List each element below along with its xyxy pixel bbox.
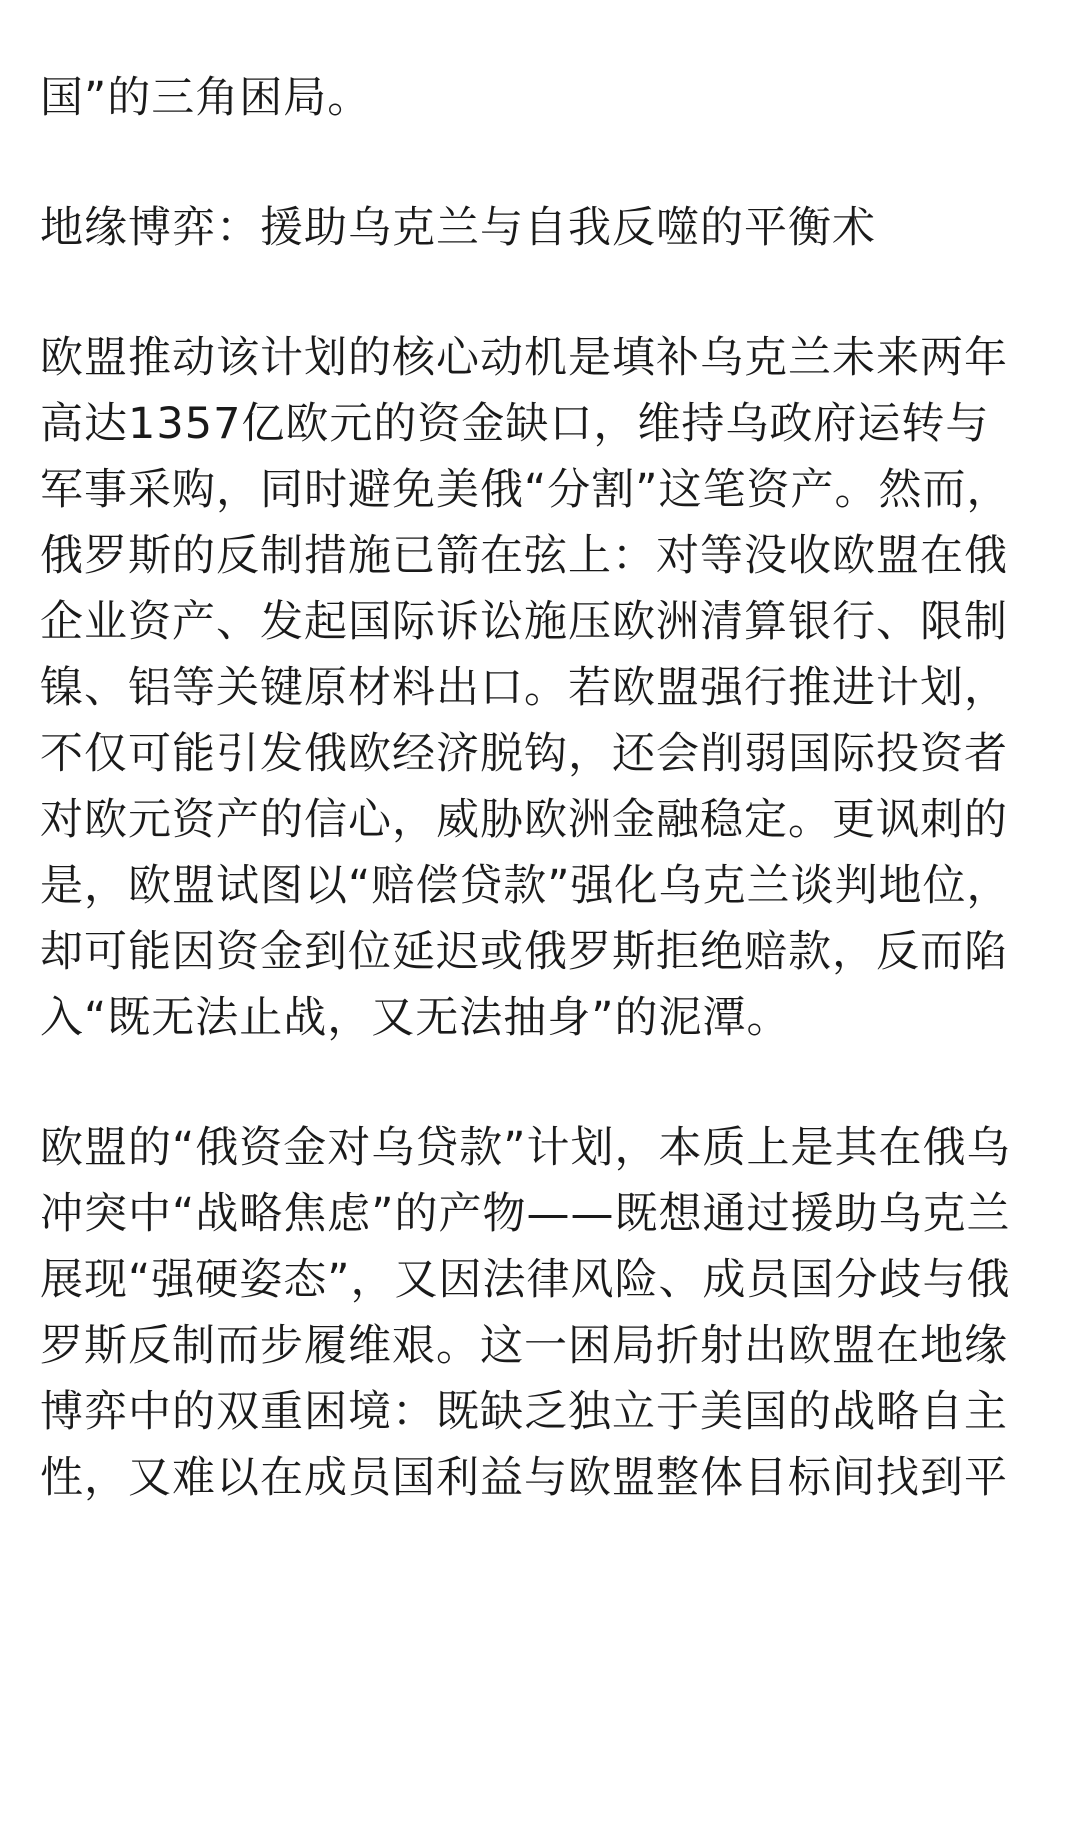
text-line: 冲突中“战略焦虑”的产物——既想通过援助乌克兰 [40,1189,1011,1239]
text-line: 不仅可能引发俄欧经济脱钩，还会削弱国际投资者 [40,729,1008,779]
text-line: 对欧元资产的信心，威胁欧洲金融稳定。更讽刺的 [40,795,1008,845]
text-line: 罗斯反制而步履维艰。这一困局折射出欧盟在地缘 [40,1321,1008,1371]
text-line: 博弈中的双重困境：既缺乏独立于美国的战略自主 [40,1387,1008,1437]
text-line: 欧盟的“俄资金对乌贷款”计划，本质上是其在俄乌 [40,1123,1011,1173]
text-line: 性，又难以在成员国利益与欧盟整体目标间找到平 [40,1453,1008,1503]
text-line: 镍、铝等关键原材料出口。若欧盟强行推进计划， [40,663,1008,713]
text-line: 企业资产、发起国际诉讼施压欧洲清算银行、限制 [40,597,1008,647]
section-heading: 地缘博弈：援助乌克兰与自我反噬的平衡术 [40,203,876,253]
text-line: 高达1357亿欧元的资金缺口，维持乌政府运转与 [40,399,990,449]
text-line: 欧盟推动该计划的核心动机是填补乌克兰未来两年 [40,333,1008,383]
text-line: 却可能因资金到位延迟或俄罗斯拒绝赔款，反而陷 [40,927,1008,977]
text-line: 是，欧盟试图以“赔偿贷款”强化乌克兰谈判地位， [40,861,1011,911]
text-line: 国”的三角困局。 [40,73,372,123]
text-line: 入“既无法止战，又无法抽身”的泥潭。 [40,993,791,1043]
text-line: 军事采购，同时避免美俄“分割”这笔资产。然而， [40,465,1011,515]
text-line: 俄罗斯的反制措施已箭在弦上：对等没收欧盟在俄 [40,531,1008,581]
text-line: 展现“强硬姿态”，又因法律风险、成员国分歧与俄 [40,1255,1011,1305]
